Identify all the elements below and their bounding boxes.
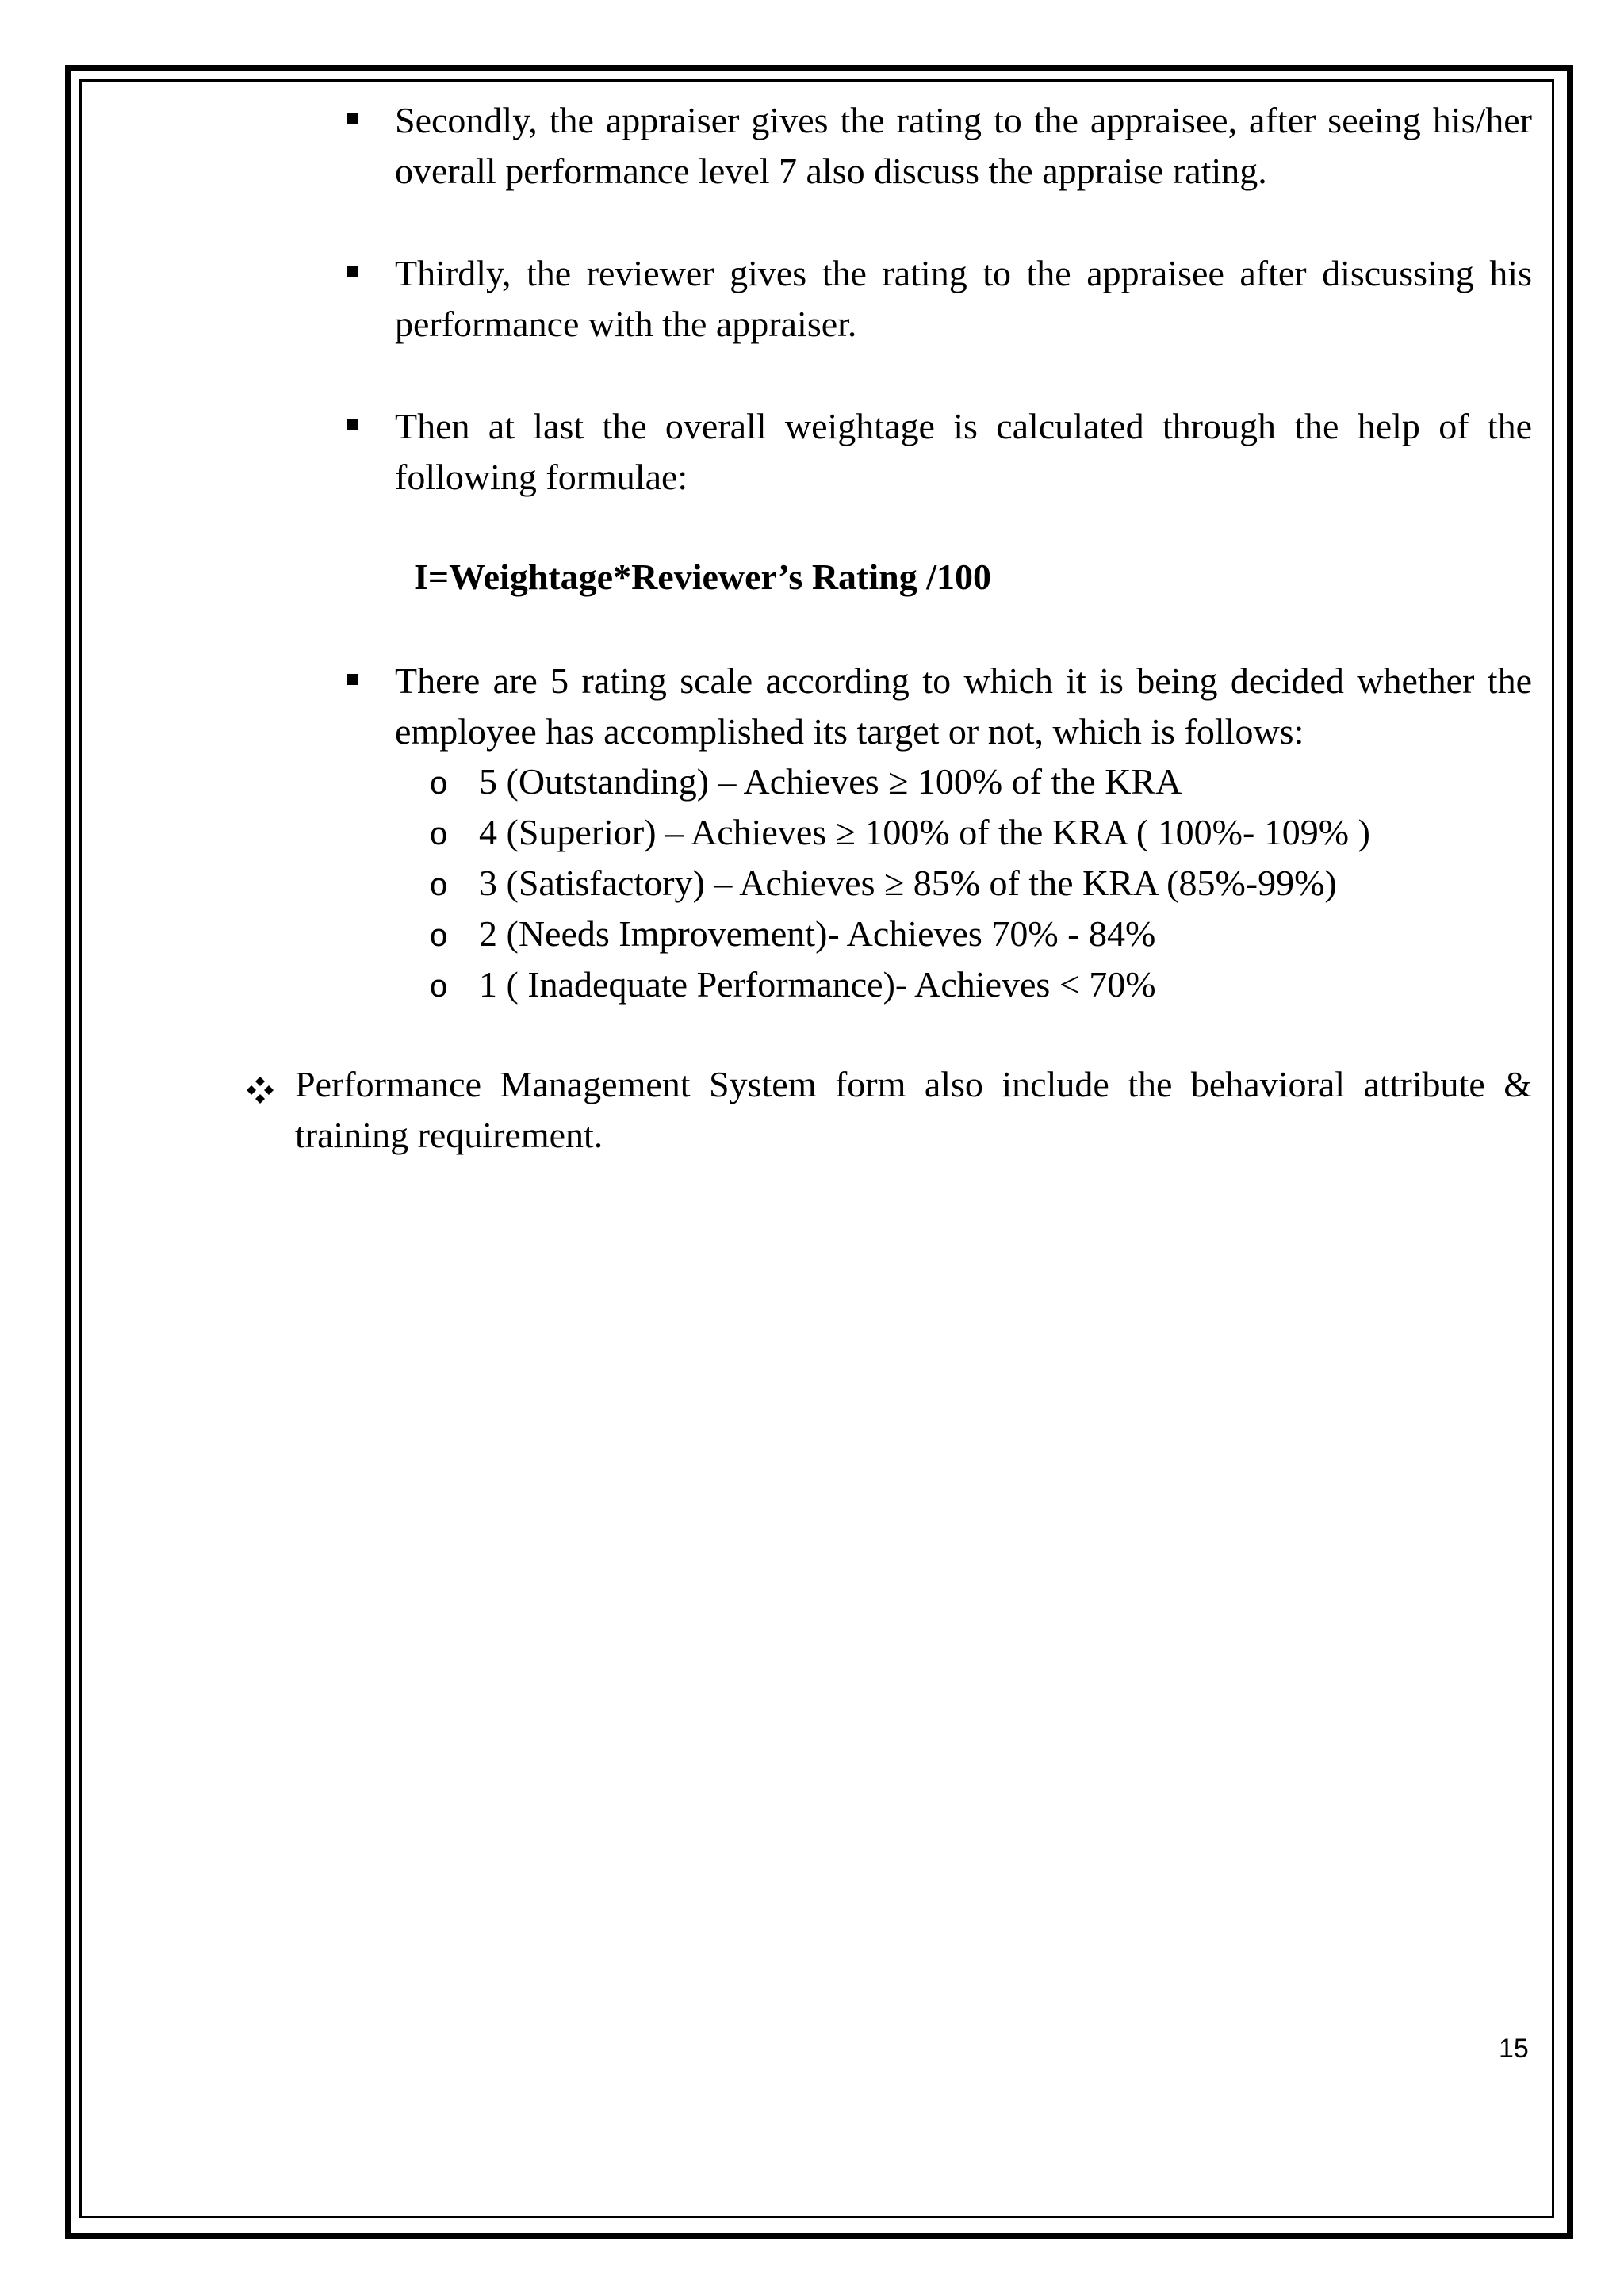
square-bullet-icon bbox=[347, 674, 358, 685]
circle-bullet-icon: o bbox=[430, 867, 448, 902]
page-number: 15 bbox=[1499, 2034, 1529, 2064]
square-bullet-icon bbox=[347, 419, 358, 430]
square-bullet-icon bbox=[347, 266, 358, 277]
circle-bullet-icon: o bbox=[430, 969, 448, 1004]
four-diamond-bullet-icon bbox=[246, 1076, 274, 1104]
bullet-item-secondly: Secondly, the appraiser gives the rating to the appraisee, after seeing his/her overall performance level 7 also discuss the appraise rating. bbox=[395, 100, 1532, 191]
circle-bullet-icon: o bbox=[430, 918, 448, 953]
rating-scale-item: 5 (Outstanding) – Achieves ≥ 100% of the KRA bbox=[479, 761, 1182, 802]
circle-bullet-icon: o bbox=[430, 817, 448, 851]
circle-bullet-icon: o bbox=[430, 766, 448, 801]
main-point-pms-form: Performance Management System form also include the behavioral attribute & training requirement. bbox=[295, 1064, 1532, 1155]
square-bullet-icon bbox=[347, 113, 358, 124]
bullet-item-weightage: Then at last the overall weightage is calculated through the help of the following formulae: bbox=[395, 406, 1532, 497]
rating-scale-item: 1 ( Inadequate Performance)- Achieves < 70% bbox=[479, 964, 1156, 1004]
bullet-item-thirdly: Thirdly, the reviewer gives the rating to the appraisee after discussing his performance with the appraiser. bbox=[395, 253, 1532, 344]
rating-scale-item: 3 (Satisfactory) – Achieves ≥ 85% of the KRA (85%-99%) bbox=[479, 863, 1337, 903]
rating-scale-item: 4 (Superior) – Achieves ≥ 100% of the KRA ( 100%- 109% ) bbox=[479, 812, 1370, 852]
bullet-item-rating-scale: There are 5 rating scale according to which it is being decided whether the employee has accomplished its target or not, which is follows: bbox=[395, 660, 1532, 752]
rating-scale-item: 2 (Needs Improvement)- Achieves 70% - 84% bbox=[479, 913, 1156, 954]
weightage-formula: I=Weightage*Reviewer’s Rating /100 bbox=[414, 557, 992, 597]
